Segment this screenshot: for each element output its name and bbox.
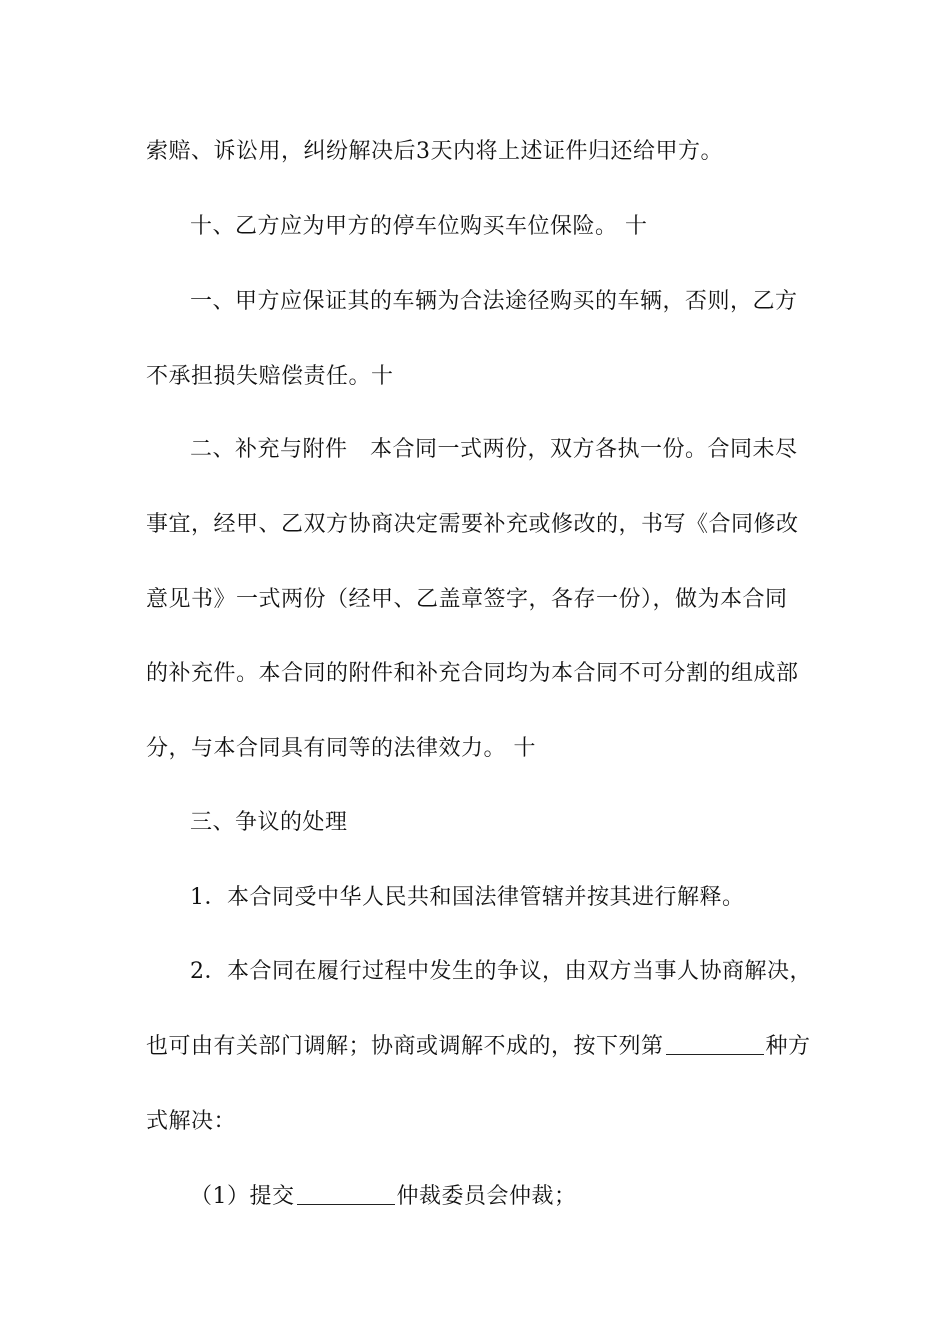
paragraph-line: 一、甲方应保证其的车辆为合法途径购买的车辆，否则，乙方: [190, 289, 798, 314]
line-text-before-blank: 也可由有关部门调解；协商或调解不成的，按下列第: [146, 1034, 664, 1059]
paragraph-line: 索赔、诉讼用，纠纷解决后3天内将上述证件归还给甲方。: [146, 139, 723, 164]
paragraph-line-with-blank: [146, 1032, 816, 1062]
line-text-after-blank: 种方: [765, 1034, 811, 1059]
paragraph-line: 不承担损失赔偿责任。十: [146, 364, 394, 389]
paragraph-line: 意见书》一式两份（经甲、乙盖章签字，各存一份），做为本合同: [146, 587, 788, 612]
paragraph-line-with-blank: [190, 1182, 860, 1212]
fill-in-blank: [666, 1032, 764, 1055]
line-text-after-blank: 仲裁委员会仲裁；: [396, 1184, 577, 1209]
section-heading: 三、争议的处理: [190, 810, 348, 835]
paragraph-line: 1．本合同受中华人民共和国法律管辖并按其进行解释。: [190, 885, 745, 910]
paragraph-line: 2．本合同在履行过程中发生的争议，由双方当事人协商解决，: [190, 959, 812, 984]
paragraph-line: 式解决：: [146, 1109, 237, 1134]
paragraph-line: 事宜，经甲、乙双方协商决定需要补充或修改的，书写《合同修改: [146, 512, 799, 537]
paragraph-line: 分，与本合同具有同等的法律效力。 十: [146, 736, 536, 761]
line-text-before-blank: （1）提交: [190, 1184, 295, 1209]
paragraph-line: 的补充件。本合同的附件和补充合同均为本合同不可分割的组成部: [146, 661, 799, 686]
paragraph-line: 二、补充与附件 本合同一式两份，双方各执一份。合同未尽: [190, 437, 798, 462]
fill-in-blank: [297, 1182, 395, 1205]
paragraph-line: 十、乙方应为甲方的停车位购买车位保险。 十: [190, 214, 648, 239]
